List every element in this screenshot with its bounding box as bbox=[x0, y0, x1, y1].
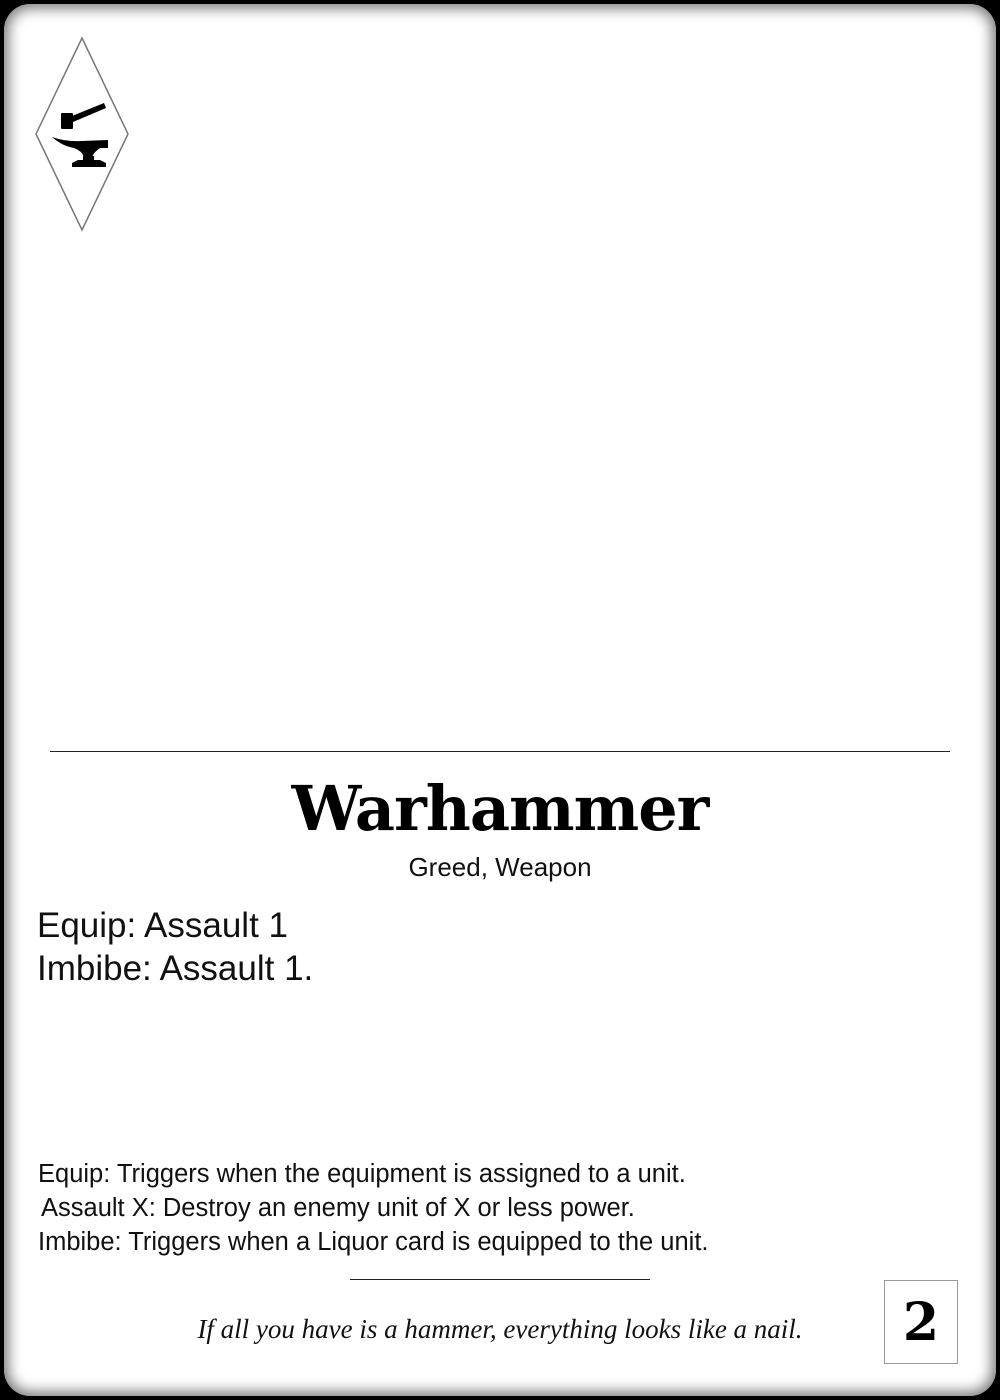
reminder-text bbox=[38, 1157, 938, 1259]
card bbox=[4, 4, 996, 1396]
cost-badge: 2 bbox=[884, 1280, 958, 1364]
flavor-text: If all you have is a hammer, everything looks like a nail. bbox=[197, 1314, 803, 1344]
card-subtypes: Greed, Weapon bbox=[408, 852, 592, 882]
flavor-divider bbox=[350, 1279, 650, 1280]
card-type-gem bbox=[34, 36, 130, 232]
reminder-line: Equip: Triggers when the equipment is assigned to a unit. bbox=[38, 1160, 686, 1188]
reminder-line: Assault X: Destroy an enemy unit of X or less power. bbox=[41, 1194, 635, 1222]
card-name: Warhammer bbox=[291, 772, 709, 845]
rules-text bbox=[37, 904, 957, 990]
reminder-line: Imbibe: Triggers when a Liquor card is equipped to the unit. bbox=[38, 1228, 709, 1256]
rules-line: Equip: Assault 1 bbox=[37, 906, 288, 945]
name-divider bbox=[50, 751, 950, 752]
rules-line: Imbibe: Assault 1. bbox=[37, 949, 314, 988]
